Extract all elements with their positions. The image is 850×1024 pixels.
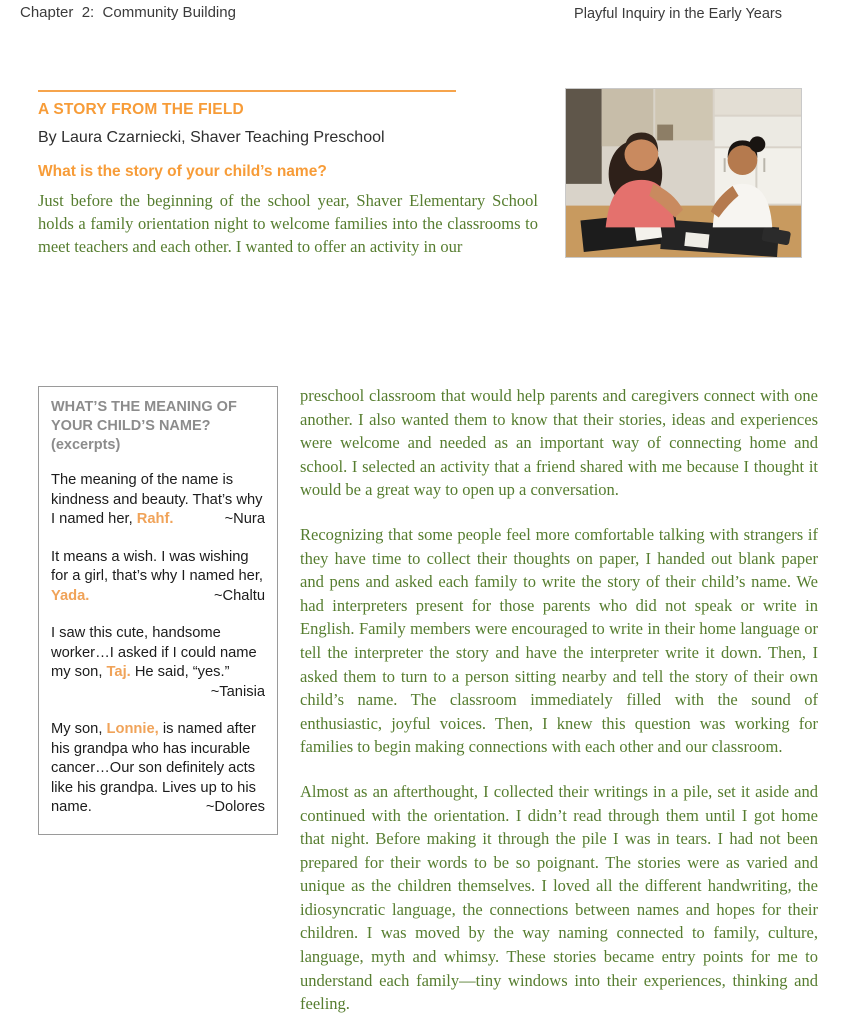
- excerpt-text: He said, “yes.”: [130, 664, 230, 680]
- excerpt-text: My son,: [51, 721, 107, 737]
- excerpt-name: Yada.: [51, 587, 90, 604]
- excerpt-attribution: ~Dolores: [205, 799, 265, 815]
- intro-paragraph: Just before the beginning of the school year, Shaver Elementary School holds a family orientation night to welcome families into the classrooms to meet teachers and each other. I wanted to offer an activity in our: [38, 191, 538, 256]
- excerpt-text: is named after his grandpa who has incurable cancer…Our son definitely acts like his grandpa. Lives up to his name.: [51, 721, 256, 815]
- body-paragraph-1: preschool classroom that would help parents and caregivers connect with one another. I also wanted them to know that their stories, ideas and experiences were welcome and needed as an important way of connecting home and school. I selected an activity that a friend shared with me because I thought it would be a great way to open up a conversation.: [300, 386, 818, 500]
- excerpt-text: The meaning of the name is kindness and beauty. That’s why I named her,: [51, 472, 263, 527]
- excerpt-box: [38, 386, 278, 835]
- byline: By Laura Czarniecki, Shaver Teaching Preschool: [38, 129, 385, 146]
- running-header-book-title: Playful Inquiry in the Early Years: [574, 6, 782, 22]
- photo-illustration: [566, 89, 801, 257]
- excerpt-text: I saw this cute, handsome worker…I asked if I could name my son,: [51, 625, 257, 680]
- main-text-column: [300, 384, 818, 1016]
- excerpt-name: Lonnie,: [106, 721, 159, 737]
- section-divider-rule: [38, 90, 456, 92]
- excerpt-attribution: ~Chaltu: [213, 587, 265, 604]
- excerpt-attribution: ~Nura: [224, 511, 265, 527]
- excerpt-name: Rahf.: [136, 511, 174, 527]
- excerpt-item-taj: [51, 624, 265, 702]
- excerpt-box-title: WHAT’S THE MEANING OF YOUR CHILD’S NAME? (excerpts): [51, 399, 237, 453]
- excerpt-item-yada: [51, 548, 265, 607]
- body-paragraph-2: Recognizing that some people feel more comfortable talking with strangers if they have time to collect their thoughts on paper, I handed out blank paper and pens and asked each family to write the story of their child’s name. We had interpreters present for those parents who did not speak or write in English. Family members were encouraged to write in their home language or tell the interpreter the story and have the interpreter write it down. Then, I asked them to turn to a person sitting nearby and tell the story of their own child’s name. The classroom immediately filled with the sound of enthusiastic, joyful voices. Then, I knew this question was working for families to begin making connections with each other and our classroom.: [300, 524, 818, 757]
- excerpt-item-lonnie: [51, 720, 265, 818]
- excerpt-attribution: ~Tanisia: [210, 683, 265, 700]
- excerpt-text: It means a wish. I was wishing for a girl, that’s why I named her,: [51, 548, 263, 584]
- section-title: A STORY FROM THE FIELD: [38, 101, 244, 118]
- excerpt-name: Taj.: [106, 664, 131, 680]
- body-paragraph-3: Almost as an afterthought, I collected their writings in a pile, set it aside and continued with the orientation. I didn’t read through them until I got home that night. Before making it through the pile I was in tears. I had not been prepared for their words to be so poignant. The stories were as varied and unique as the children themselves. I loved all the different handwriting, the idiosyncratic language, the connections between names and hopes for their children. I was moved by the way naming connected to family, culture, language, myth and whimsy. These stories became entry points for me to understand each family—tiny windows into their experiences, thinking and feeling.: [300, 781, 818, 1014]
- field-photo: [565, 88, 802, 258]
- running-header-chapter: Chapter 2: Community Building: [20, 4, 236, 21]
- excerpt-item-rahf: [51, 471, 265, 530]
- question-heading: What is the story of your child’s name?: [38, 163, 327, 180]
